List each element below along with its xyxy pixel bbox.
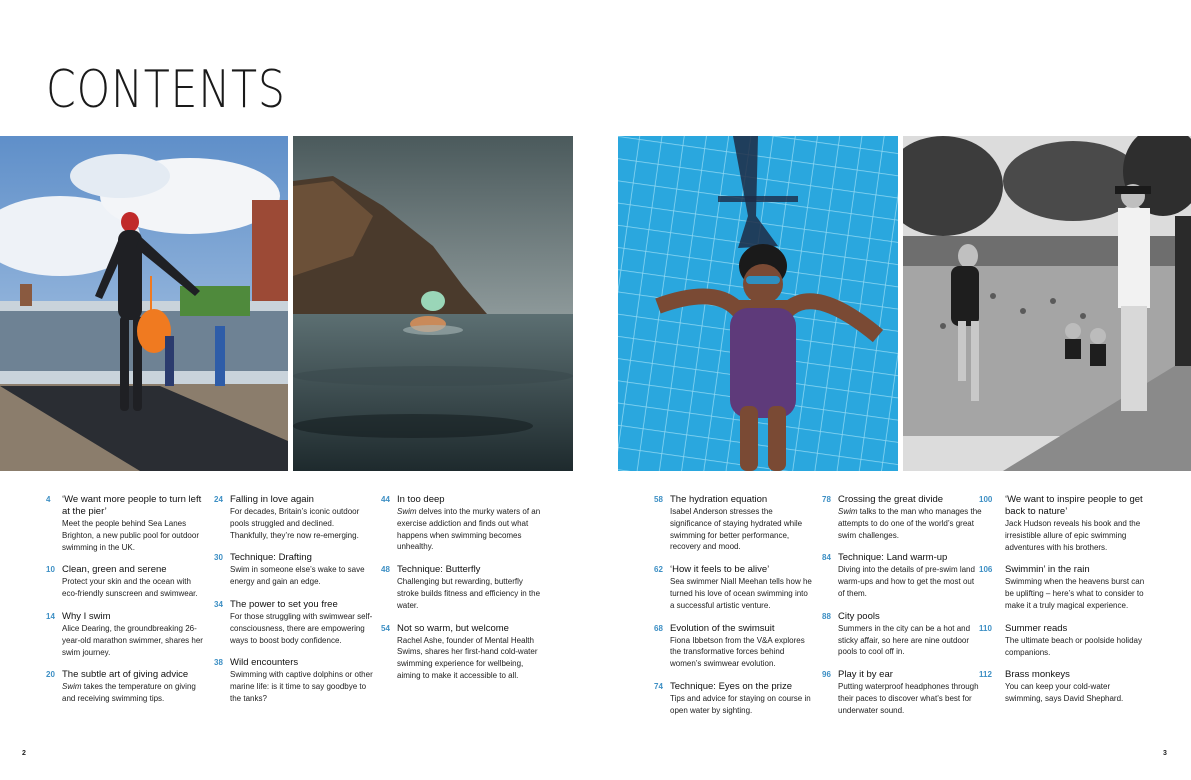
entry-title: Brass monkeys: [1005, 669, 1070, 681]
page-number: 96: [822, 670, 831, 680]
entry-title: Summer reads: [1005, 622, 1068, 634]
toc-entry[interactable]: [46, 669, 206, 705]
entry-title: City pools: [838, 610, 880, 622]
toc-entry[interactable]: [822, 494, 982, 541]
toc-entry[interactable]: [979, 564, 1149, 611]
toc-entry[interactable]: [214, 599, 374, 646]
toc-entry[interactable]: [654, 623, 814, 670]
toc-entry[interactable]: [654, 681, 814, 717]
entry-title: Evolution of the swimsuit: [670, 622, 775, 634]
toc-entry[interactable]: [654, 564, 814, 611]
toc-column-1: [46, 494, 206, 716]
entry-description: Rachel Ashe, founder of Mental Health Swims, shares her first-hand cold-water swimming experience for wellbeing, aiming to make it accessible to all.: [397, 635, 538, 680]
page-number: 58: [654, 495, 663, 504]
entry-title: The hydration equation: [670, 494, 768, 505]
toc-entry[interactable]: [46, 611, 206, 658]
toc-entry[interactable]: [381, 564, 541, 611]
entry-description: Sea swimmer Niall Meehan tells how he turned his love of ocean swimming into a successful artistic venture.: [670, 577, 812, 610]
page-number: 68: [654, 623, 663, 633]
entry-description: For decades, Britain’s iconic outdoor pools struggled and declined. Thankfully, they’re now re-emerging.: [230, 507, 360, 540]
entry-title: ‘How it feels to be alive’: [670, 564, 770, 576]
magazine-name: Swim: [397, 507, 417, 516]
entry-title: Technique: Drafting: [230, 552, 312, 564]
entry-title: Not so warm, but welcome: [397, 622, 509, 634]
entry-title: The subtle art of giving advice: [62, 669, 189, 681]
toc-entry[interactable]: [979, 622, 1149, 659]
entry-title: Swimmin’ in the rain: [1005, 564, 1090, 576]
toc-column-4: [654, 494, 814, 728]
entry-description: [62, 681, 206, 705]
toc-column-6: [979, 494, 1149, 716]
page-number: 48: [381, 565, 390, 575]
entry-title: The power to set you free: [230, 598, 338, 610]
toc-entry[interactable]: [381, 623, 541, 682]
entry-description: Swimming when the heavens burst can be uplifting – here’s what to consider to make it a truly magical experience.: [1005, 577, 1145, 610]
page-number-left: 2: [22, 750, 26, 757]
toc-entry[interactable]: [214, 657, 374, 704]
page-number: 24: [214, 495, 223, 504]
entry-description: For those struggling with swimwear self-consciousness, there are empowering ways to boost body confidence.: [230, 611, 373, 645]
toc-entry[interactable]: [822, 669, 982, 716]
toc-entry[interactable]: [654, 494, 814, 553]
page-number: 44: [381, 495, 390, 504]
description-text: takes the temperature on giving and receiving swimming tips.: [62, 682, 196, 704]
entry-description: Challenging but rewarding, butterfly stroke builds fitness and efficiency in the water.: [397, 577, 541, 610]
toc-column-3: [381, 494, 541, 693]
entry-title: Falling in love again: [230, 494, 314, 505]
entry-description: Isabel Anderson stresses the significance of staying hydrated while swimming for better performance, recovery and mood.: [670, 507, 803, 552]
entry-description: Summers in the city can be a hot and sticky affair, so here are nine outdoor pools to cool off in.: [838, 623, 971, 657]
entry-description: Jack Hudson reveals his book and the irresistible allure of epic swimming adventures with his brothers.: [1005, 519, 1141, 552]
entry-title: Play it by ear: [838, 669, 893, 681]
page-number: 14: [46, 611, 55, 621]
entry-description: Fiona Ibbetson from the V&A explores the transformative forces behind women’s swimwear evolution.: [670, 635, 805, 669]
page-number: 106: [979, 565, 993, 575]
page-number: 62: [654, 565, 663, 575]
page-title: CONTENTS: [46, 60, 286, 120]
entry-description: Swimming with captive dolphins or other marine life: is it time to say goodbye to the tanks?: [230, 670, 373, 703]
toc-entry[interactable]: [214, 494, 374, 541]
page-number: 54: [381, 623, 390, 633]
page-number: 88: [822, 611, 831, 621]
photo-lido-vintage: [903, 136, 1191, 471]
page-number: 100: [979, 495, 993, 504]
entry-title: Wild encounters: [230, 657, 299, 669]
magazine-name: Swim: [838, 507, 858, 516]
toc-column-2: [214, 494, 374, 716]
entry-title: Technique: Butterfly: [397, 564, 481, 576]
entry-description: Protect your skin and the ocean with eco-friendly sunscreen and swimwear.: [62, 577, 198, 599]
entry-description: Diving into the details of pre-swim land warm-ups and how to get the most out of them.: [838, 565, 975, 598]
entry-description: Tips and advice for staying on course in open water by sighting.: [670, 693, 811, 715]
entry-title: In too deep: [397, 494, 445, 505]
toc-entry[interactable]: [46, 564, 206, 600]
page-number: 38: [214, 658, 223, 668]
toc-entry[interactable]: [46, 494, 206, 553]
page-number: 20: [46, 670, 55, 680]
entry-description: Meet the people behind Sea Lanes Brighton, a new public pool for outdoor swimming in the UK.: [62, 519, 199, 552]
entry-description: Putting waterproof headphones through their paces to discover what’s best for underwater sound.: [838, 682, 979, 715]
page-number: 4: [46, 495, 51, 504]
toc-column-5: [822, 494, 982, 728]
page-number: 110: [979, 623, 992, 633]
entry-description: The ultimate beach or poolside holiday companions.: [1005, 635, 1142, 657]
page-number: 112: [979, 670, 992, 680]
page-number-right: 3: [1163, 750, 1167, 757]
page-number: 34: [214, 599, 223, 609]
entry-description: [838, 506, 982, 541]
entry-description: [397, 506, 541, 553]
description-text: delves into the murky waters of an exercise addiction and finds out what happens when swimming becomes unhealthy.: [397, 507, 541, 552]
toc-entry[interactable]: [822, 611, 982, 658]
page-number: 78: [822, 495, 831, 504]
entry-title: ‘We want more people to turn left at the pier’: [62, 494, 202, 517]
toc-entry[interactable]: [214, 552, 374, 588]
entry-title: Technique: Land warm-up: [838, 552, 948, 564]
toc-entry[interactable]: [979, 669, 1149, 705]
page-number: 84: [822, 553, 831, 563]
toc-entry[interactable]: [979, 494, 1149, 553]
entry-title: Clean, green and serene: [62, 564, 167, 576]
photo-pool-swimmer-goggles: [618, 136, 898, 471]
page-number: 10: [46, 565, 55, 575]
photo-swimmer-pier: [0, 136, 288, 471]
toc-entry[interactable]: [822, 552, 982, 599]
entry-description: You can keep your cold-water swimming, says David Shephard.: [1005, 682, 1124, 704]
entry-title: ‘We want to inspire people to get back to nature’: [1005, 494, 1143, 517]
photo-sea-swimmer-cliff: [293, 136, 573, 471]
entry-title: Technique: Eyes on the prize: [670, 680, 792, 692]
page-number: 30: [214, 553, 223, 563]
entry-title: Crossing the great divide: [838, 494, 944, 505]
description-text: talks to the man who manages the attempts to do one of the world’s great swim challenges.: [838, 507, 982, 540]
entry-description: Swim in someone else’s wake to save energy and gain an edge.: [230, 565, 365, 587]
entry-title: Why I swim: [62, 610, 111, 622]
page-number: 74: [654, 681, 663, 691]
magazine-name: Swim: [62, 682, 82, 692]
toc-entry[interactable]: [381, 494, 541, 553]
entry-description: Alice Dearing, the groundbreaking 26-year-old marathon swimmer, shares her swim journey.: [62, 623, 203, 657]
